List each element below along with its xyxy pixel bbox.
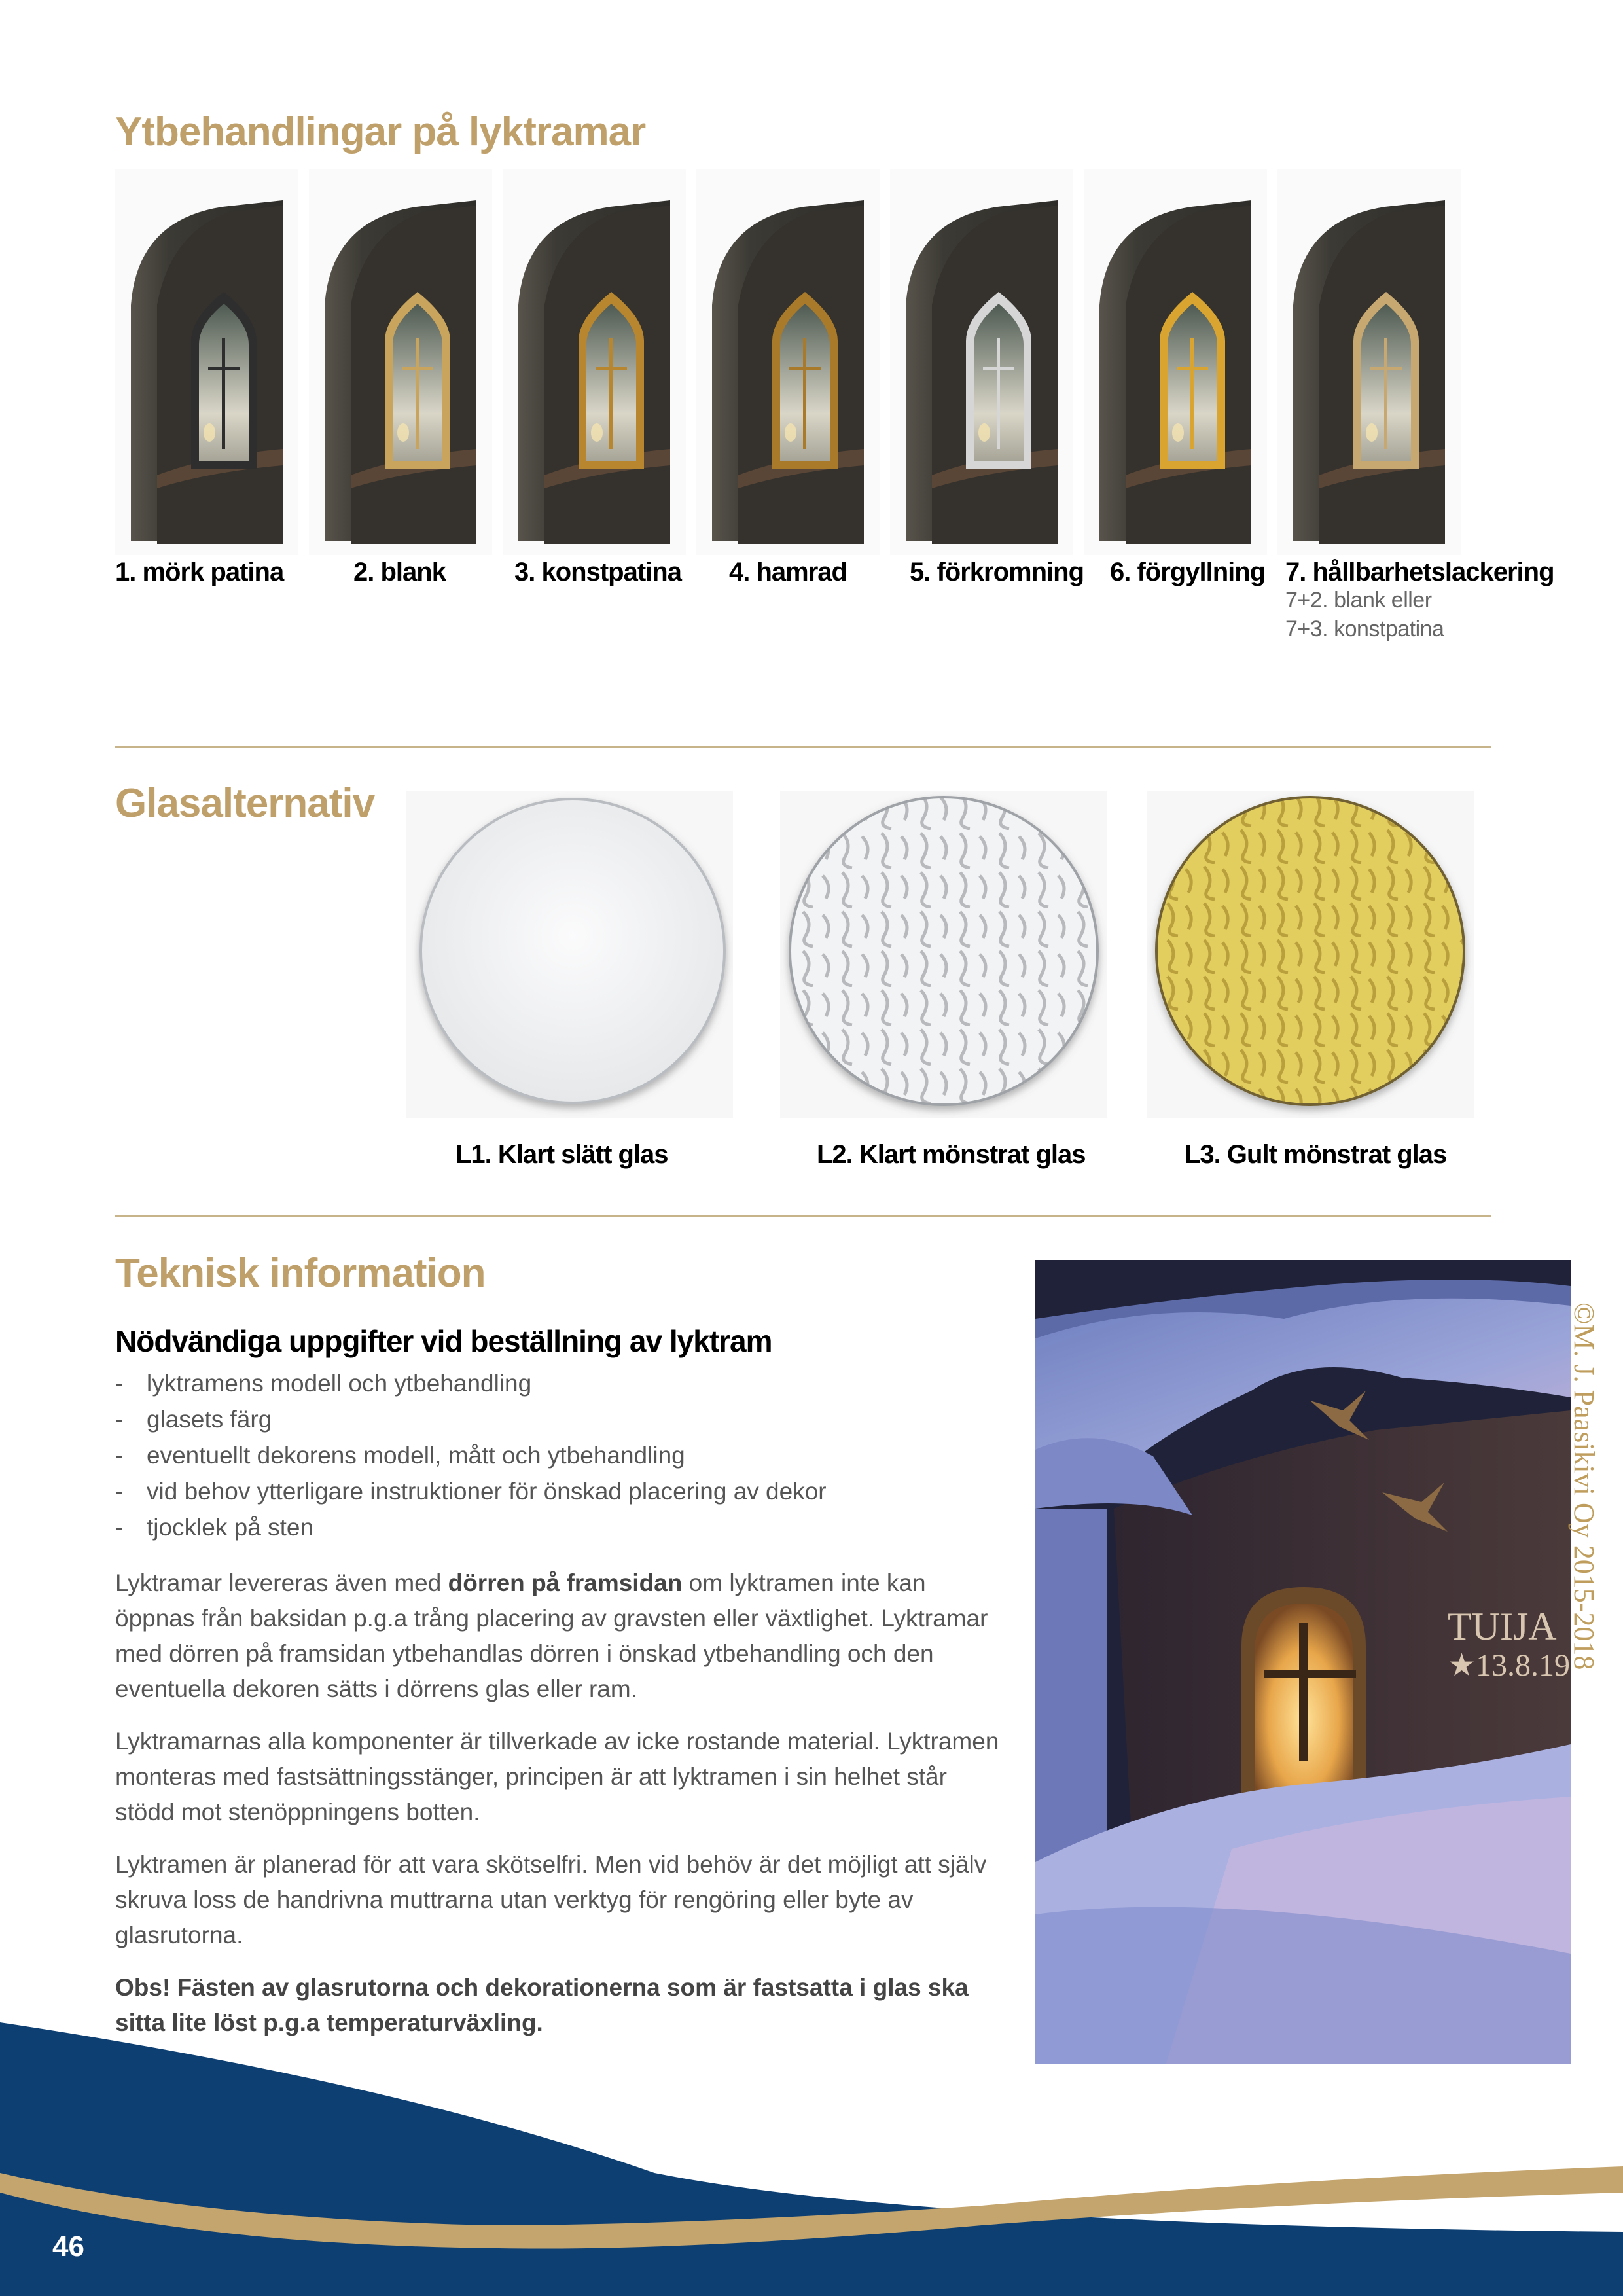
- lantern-gallery: [115, 169, 1476, 555]
- lantern-finish-sample: [115, 169, 298, 555]
- lantern-finish-sample: [890, 169, 1073, 555]
- order-requirements-list: [115, 1365, 827, 1545]
- lantern-stone-image: [131, 200, 283, 544]
- stone-name: TUIJA: [1448, 1605, 1557, 1648]
- finish-label: 1. mörk patina: [115, 558, 284, 586]
- order-requirements-heading: Nödvändiga uppgifter vid beställning av lyktram: [115, 1324, 772, 1358]
- lantern-stone-image: [906, 200, 1058, 544]
- finish-label: 5. förkromning: [910, 558, 1084, 586]
- list-item: - vid behov ytterligare instruktioner för önskad placering av dekor: [115, 1478, 827, 1505]
- lantern-finish-sample: [503, 169, 686, 555]
- finish-note: 7+2. blank eller: [1285, 588, 1432, 613]
- glass-label: L2. Klart mönstrat glas: [817, 1140, 1086, 1169]
- footer-wave-decoration: [0, 2003, 1623, 2296]
- finish-label: 2. blank: [353, 558, 446, 586]
- photo-copyright: ©M. J. Paasikivi Oy 2015-2018: [1568, 1302, 1600, 1670]
- glass-swatch-clear-smooth: [406, 791, 733, 1118]
- footer-navy-band: [0, 2022, 1623, 2296]
- glass-label: L3. Gult mönstrat glas: [1185, 1140, 1447, 1169]
- glass-swatch-yellow-patterned: [1147, 791, 1474, 1118]
- list-item: - eventuellt dekorens modell, mått och ytbehandling: [115, 1442, 685, 1469]
- paragraph-materials: Lyktramarnas alla komponenter är tillverkade av icke rostande material. Lyktramen monteras med fastsättningsstänger, principen är att lyktramen i sin helhet står stödd mot stenöppningens botten.: [115, 1728, 999, 1825]
- glass-swatch-clear-patterned: [780, 791, 1107, 1118]
- yellow-patterned-glass-image: [1147, 791, 1474, 1118]
- lantern-stone-image: [325, 200, 476, 544]
- clear-patterned-glass-image: [780, 791, 1107, 1118]
- paragraph-front-door: Lyktramar levereras även med dörren på framsidan om lyktramen inte kan öppnas från baksidan p.g.a trång placering av gravsten eller växtlighet. Lyktramar med dörren på framsidan ytbehandlas dörren i önskad ytbehandling och den eventuella dekoren sätts i dörrens glas eller ram.: [115, 1570, 988, 1702]
- section-divider: [115, 746, 1491, 748]
- lantern-stone-image: [712, 200, 864, 544]
- list-item: - glasets färg: [115, 1406, 272, 1433]
- clear-smooth-glass-image: [406, 791, 733, 1118]
- lantern-stone-image: [1099, 200, 1251, 544]
- finishes-title: Ytbehandlingar på lyktramar: [115, 109, 646, 154]
- finish-label: 3. konstpatina: [514, 558, 681, 586]
- finish-label: 4. hamrad: [729, 558, 847, 586]
- lantern-finish-sample: [309, 169, 492, 555]
- finish-note: 7+3. konstpatina: [1285, 617, 1444, 641]
- glass-label: L1. Klart slätt glas: [455, 1140, 668, 1169]
- list-item: - tjocklek på sten: [115, 1514, 314, 1541]
- lantern-stone-image: [1293, 200, 1445, 544]
- finish-label: 7. hållbarhetslackering: [1285, 558, 1554, 586]
- paragraph-note: Obs! Fästen av glasrutorna och dekorationerna som är fastsatta i glas ska sitta lite löst p.g.a temperaturväxling.: [115, 1974, 969, 2036]
- page-number: 46: [52, 2231, 84, 2263]
- technical-title: Teknisk information: [115, 1251, 486, 1296]
- list-item: - lyktramens modell och ytbehandling: [115, 1370, 532, 1397]
- glass-title: Glasalternativ: [115, 781, 375, 826]
- lantern-finish-sample: [1084, 169, 1267, 555]
- stone-date: ★13.8.19: [1448, 1648, 1571, 1683]
- lantern-finish-sample: [696, 169, 880, 555]
- finish-label: 6. förgyllning: [1110, 558, 1266, 586]
- paragraph-maintenance: Lyktramen är planerad för att vara skötselfri. Men vid behöv är det möjligt att själv skruva loss de handrivna muttrarna utan verktyg för rengöring eller byte av glasrutorna.: [115, 1851, 987, 1948]
- section-divider: [115, 1215, 1491, 1217]
- lantern-finish-sample: [1277, 169, 1461, 555]
- lantern-stone-image: [518, 200, 670, 544]
- winter-gravestone-photo: [1035, 1260, 1571, 2064]
